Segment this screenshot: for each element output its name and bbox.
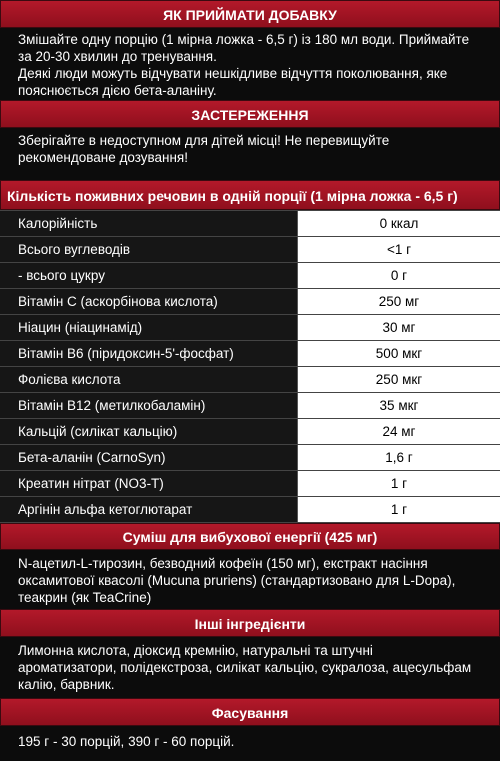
nutrient-name: - всього цукру [0,263,298,288]
text-line: Лимонна кислота, діоксид кремнію, натуральні та штучні [18,643,373,658]
table-row [0,497,500,523]
nutrient-name: Вітамін В6 (піридоксин-5'-фосфат) [0,341,298,366]
nutrient-value: 250 мкг [298,367,500,392]
warning-header: ЗАСТЕРЕЖЕННЯ [0,100,500,128]
nutrient-value: 1,6 г [298,445,500,470]
text-line: за 20-30 хвилин до тренування. [18,49,217,64]
text-line: Змішайте одну порцію (1 мірна ложка - 6,5 г) із 180 мл води. Приймайте [18,32,470,47]
text-line: калію, барвник. [18,677,115,692]
nutrient-value: 30 мг [298,315,500,340]
text-line: теакрин (як TeaCrine) [18,590,152,605]
blend-header: Суміш для вибухової енергії (425 мг) [0,523,500,550]
nutrient-name: Ніацин (ніацинамід) [0,315,298,340]
blend-text [0,550,500,609]
nutrient-name: Вітамін В12 (метилкобаламін) [0,393,298,418]
table-row [0,263,500,289]
nutrient-name: Вітамін С (аскорбінова кислота) [0,289,298,314]
nutrient-name: Фолієва кислота [0,367,298,392]
table-row [0,341,500,367]
table-row [0,315,500,341]
nutrient-name: Всього вуглеводів [0,237,298,262]
nutrition-table [0,210,500,523]
table-row [0,367,500,393]
nutrient-name: Калорійність [0,211,298,236]
nutrient-value: 1 г [298,497,500,522]
table-row [0,289,500,315]
how-to-take-text [0,28,500,100]
table-row [0,419,500,445]
table-row [0,445,500,471]
nutrient-name: Бета-аланін (CarnoSyn) [0,445,298,470]
packaging-header: Фасування [0,698,500,726]
text-line: N-ацетил-L-тирозин, безводний кофеїн (150 мг), екстракт насіння [18,556,428,571]
nutrient-name: Аргінін альфа кетоглютарат [0,497,298,522]
nutrient-name: Кальцій (силікат кальцію) [0,419,298,444]
table-row [0,471,500,497]
nutrient-value: 0 ккал [298,211,500,236]
packaging-text [0,726,500,756]
nutrition-header: Кількість поживних речовин в одній порції (1 мірна ложка - 6,5 г) [0,180,500,210]
text-line: пояснюється дією бета-аланіну. [18,83,217,98]
nutrient-value: 35 мкг [298,393,500,418]
nutrient-value: 0 г [298,263,500,288]
nutrient-name: Креатин нітрат (NO3-T) [0,471,298,496]
table-row [0,237,500,263]
nutrient-value: 1 г [298,471,500,496]
nutrient-value: 500 мкг [298,341,500,366]
nutrient-value: 250 мг [298,289,500,314]
text-line: рекомендоване дозування! [18,150,188,165]
warning-text [0,128,500,180]
text-line: оксамитової квасолі (Mucuna pruriens) (стандартизовано для L-Dopa), [18,573,456,588]
text-line: Деякі люди можуть відчувати нешкідливе відчуття поколювання, яке [18,66,448,81]
nutrient-value: <1 г [298,237,500,262]
table-row [0,211,500,237]
nutrient-value: 24 мг [298,419,500,444]
text-line: 195 г - 30 порцій, 390 г - 60 порцій. [18,734,235,749]
other-ingredients-header: Інші інгредієнти [0,609,500,637]
table-row [0,393,500,419]
text-line: Зберігайте в недоступном для дітей місці! Не перевищуйте [18,133,390,148]
text-line: ароматизатори, полідекстроза, силікат кальцію, сукралоза, ацесульфам [18,660,472,675]
other-ingredients-text [0,637,500,698]
how-to-take-header: ЯК ПРИЙМАТИ ДОБАВКУ [0,0,500,28]
